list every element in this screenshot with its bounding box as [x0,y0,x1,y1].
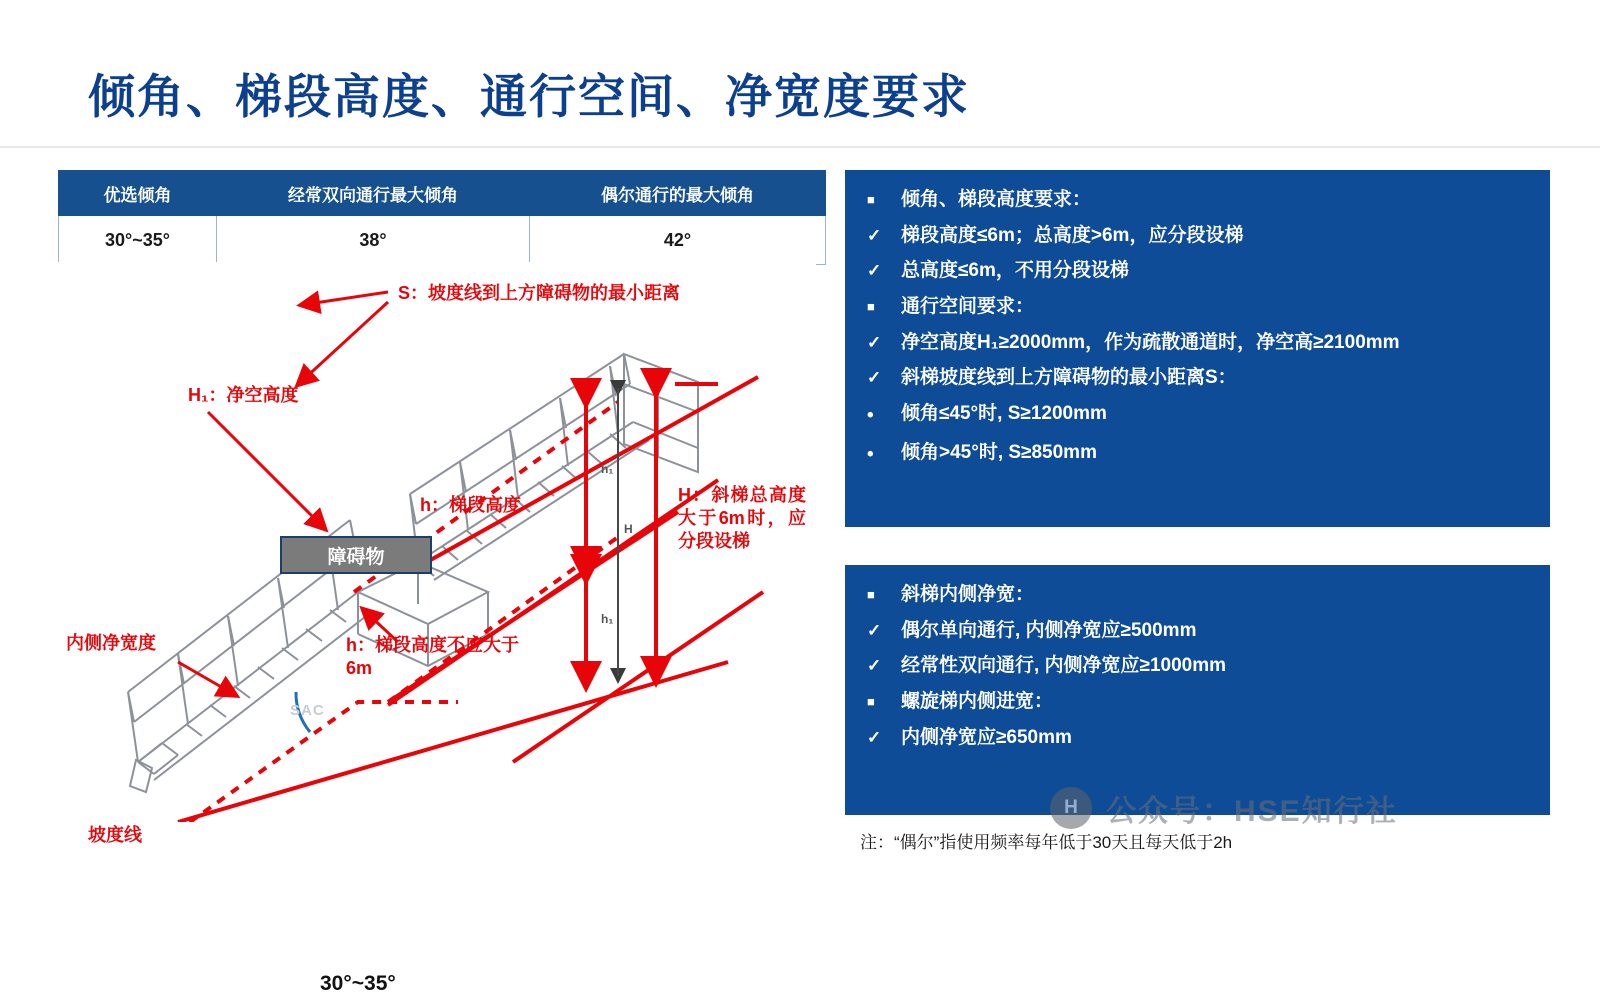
panel1-text: 总高度≤6m，不用分段设梯 [901,260,1129,282]
bullet-dot-icon [867,402,901,430]
table-header-cell: 优选倾角 [59,171,217,216]
angle-table [58,170,826,265]
footnote: 注：“偶尔”指使用频率每年低于30天且每天低于2h [860,833,1233,852]
tick-h1-upper: h₁ [601,462,614,476]
panel1-text: 倾角≤45°时, S≥1200mm [901,403,1107,425]
label-angle-range: 30°~35° [320,972,396,995]
label-slope-line: 坡度线 [88,825,142,845]
panel1-line [867,366,1528,391]
channel-watermark [1050,786,1398,830]
check-icon [867,331,901,356]
requirements-panel-2 [845,565,1550,815]
requirements-panel-1 [845,170,1550,527]
page-title: 倾角、梯段高度、通行空间、净宽度要求 [88,70,970,123]
panel1-text: 倾角、梯段高度要求： [901,189,1092,210]
table-header-row [59,171,826,216]
panel1-line [867,402,1528,430]
label-inner-width: 内侧净宽度 [66,633,156,653]
table-header-cell: 偶尔通行的最大倾角 [530,171,826,216]
panel1-text: 斜梯坡度线到上方障碍物的最小距离S： [901,367,1237,389]
watermark-logo-icon: H [1050,787,1092,829]
panel1-line [867,331,1528,356]
check-icon [867,654,901,679]
bullet-square-icon [867,690,901,713]
table-cell: 42° [530,216,826,265]
panel2-text: 偶尔单向通行, 内侧净宽应≥500mm [901,619,1197,641]
bullet-square-icon [867,583,901,606]
panel1-line [867,295,1528,320]
watermark-text: 公众号：HSE知行社 [1106,795,1398,828]
panel2-line [867,583,1528,608]
title-divider [0,146,1600,148]
table-header-cell: 经常双向通行最大倾角 [217,171,530,216]
check-icon [867,224,901,249]
label-h-flight: h：梯段高度 [420,495,521,515]
table-cell: 30°~35° [59,216,217,265]
check-icon [867,726,901,751]
panel1-line [867,188,1528,213]
panel2-text: 螺旋梯内侧进宽： [901,691,1054,713]
tick-h1-lower: h₁ [601,612,614,626]
label-h-note: h：梯段高度不应大于6m [346,635,519,679]
panel1-text: 倾角>45°时, S≥850mm [901,441,1097,463]
obstacle-box: 障碍物 [280,536,432,574]
label-h1-clear: H₁：净空高度 [188,385,299,405]
check-icon [867,259,901,284]
panel2-line [867,654,1528,679]
table-cell: 38° [217,216,530,265]
bullet-square-icon [867,188,901,211]
sac-watermark: SAC [290,702,325,719]
panel1-text: 梯段高度≤6m；总高度>6m，应分段设梯 [901,224,1244,246]
check-icon [867,366,901,391]
bullet-square-icon [867,295,901,318]
label-s-distance: S：坡度线到上方障碍物的最小距离 [398,283,681,303]
panel2-line [867,726,1528,751]
panel1-text: 净空高度H₁≥2000mm，作为疏散通道时，净空高≥2100mm [901,331,1400,353]
panel1-text: 通行空间要求： [901,296,1035,318]
table-row [59,216,826,265]
panel1-line [867,259,1528,284]
stair-diagram [58,262,816,995]
label-h-total: H：斜梯总高度大于6m时，应分段设梯 [678,485,806,552]
panel2-line [867,619,1528,644]
tick-h-total: H [624,522,633,536]
panel2-text: 经常性双向通行, 内侧净宽应≥1000mm [901,655,1227,677]
panel2-text: 内侧净宽应≥650mm [901,726,1072,748]
bullet-dot-icon [867,441,901,469]
panel1-line [867,224,1528,249]
panel1-line [867,441,1528,469]
check-icon [867,619,901,644]
panel2-line [867,690,1528,715]
panel2-text: 斜梯内侧净宽： [901,584,1035,605]
